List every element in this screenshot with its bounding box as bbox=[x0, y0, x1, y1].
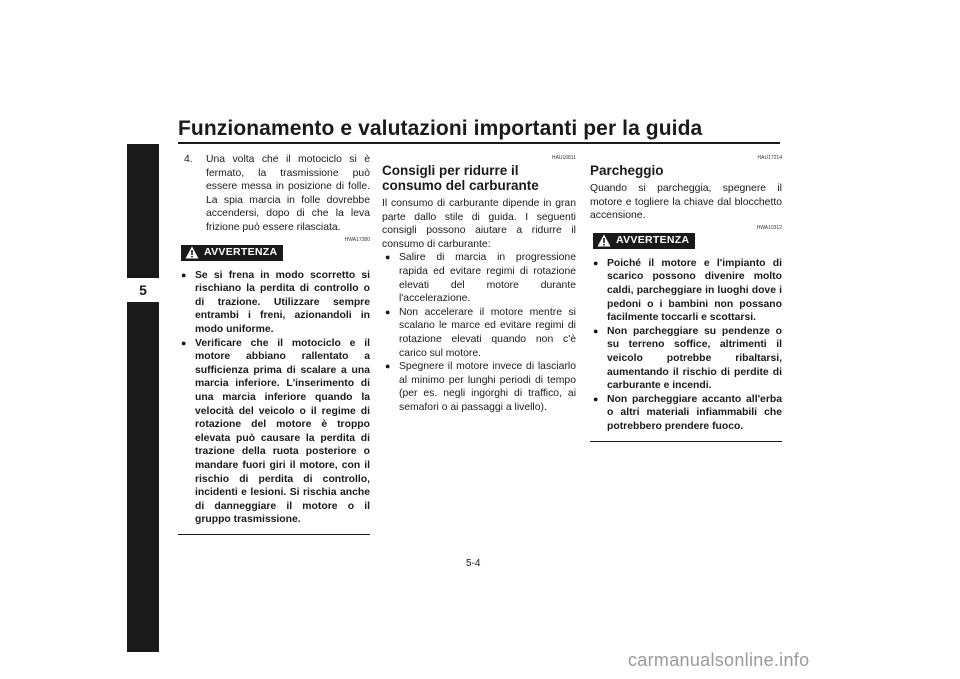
warning-list bbox=[178, 269, 370, 527]
warning-label-text: AVVERTENZA bbox=[616, 233, 690, 246]
warning-triangle-icon bbox=[597, 234, 611, 247]
column-1 bbox=[178, 153, 370, 535]
list-item: ● Non parcheggiare su pendenze o su terreno soffice, altrimenti il veicolo potrebbe ribaltarsi, aumentando il rischio di perdite di carburante e incendi. bbox=[590, 325, 782, 393]
warning-code: HWA17380 bbox=[344, 236, 370, 243]
section-end-rule bbox=[590, 441, 782, 442]
warning-label bbox=[181, 245, 283, 261]
column-3 bbox=[590, 153, 782, 442]
section-intro: Quando si parcheggia, spegnere il motore e togliere la chiave dal blocchetto accensione. bbox=[590, 183, 782, 222]
list-item: ● Poiché il motore e l'impianto di scarico possono divenire molto caldi, parcheggiare in luoghi dove i pedoni o i bambini non possano facilmente toccarli e scottarsi. bbox=[590, 257, 782, 325]
watermark: carmanualsonline.info bbox=[628, 650, 810, 670]
chapter-number: 5 bbox=[127, 278, 159, 302]
section-code: HAU17214 bbox=[757, 155, 782, 161]
bullet-dot-icon: ● bbox=[181, 269, 187, 280]
step-4 bbox=[178, 153, 370, 235]
page-title: Funzionamento e valutazioni importanti per la guida bbox=[178, 117, 703, 140]
step-text: Una volta che il motociclo si è fermato, la trasmissione può essere messa in posizione di folle. La spia marcia in folle dovrebbe accendersi, dopo di che la leva frizione può essere rilasciata. bbox=[206, 154, 370, 233]
list-item: ● Salire di marcia in progressione rapida ed evitare regimi di rotazione elevati del motore durante l'accelerazione. bbox=[382, 251, 576, 305]
bullet-dot-icon: ● bbox=[385, 306, 391, 317]
list-item: ● Non parcheggiare accanto all'erba o altri materiali infiammabili che potrebbero prendere fuoco. bbox=[590, 393, 782, 434]
bullet-dot-icon: ● bbox=[593, 257, 599, 268]
bullet-dot-icon: ● bbox=[593, 325, 599, 336]
list-item: ● Non accelerare il motore mentre si scalano le marce ed evitare regimi di rotazione elevati quando non c'è carico sul motore. bbox=[382, 306, 576, 360]
column-2 bbox=[382, 153, 576, 415]
bullet-dot-icon: ● bbox=[181, 337, 187, 348]
bullet-dot-icon: ● bbox=[593, 393, 599, 404]
warning-list bbox=[590, 257, 782, 434]
section-title: Consigli per ridurre il consumo del carburante bbox=[382, 163, 539, 193]
warning-label bbox=[593, 233, 695, 249]
section-end-rule bbox=[178, 534, 370, 535]
step-number: 4. bbox=[184, 154, 193, 165]
warning-triangle-icon bbox=[185, 246, 199, 259]
bullet-dot-icon: ● bbox=[385, 361, 391, 372]
section-title: Parcheggio bbox=[590, 163, 664, 178]
warning-code: HWA10312 bbox=[756, 224, 782, 231]
page-number: 5-4 bbox=[466, 558, 481, 569]
header-rule bbox=[178, 142, 780, 144]
tips-list bbox=[382, 251, 576, 414]
bullet-dot-icon: ● bbox=[385, 252, 391, 263]
warning-box bbox=[178, 245, 370, 535]
list-item: ● Spegnere il motore invece di lasciarlo al minimo per lunghi periodi di tempo (per es. negli ingorghi di traffico, ai semafori o ai passaggi a livello). bbox=[382, 360, 576, 414]
section-code: HAU16811 bbox=[551, 155, 576, 161]
list-item: ● Verificare che il motociclo e il motore abbiano rallentato a sufficienza prima di scalare a una marcia inferiore. L'inserimento di una marcia inferiore quando la velocità del veicolo o il regime di rotazione del motore è troppo elevata può causare la perdita di trazione della ruota posteriore o mandare fuori giri il motore, con il rischio di perdita di controllo, incidenti e lesioni. Si rischia anche di danneggiare il motore o il gruppo trasmissione. bbox=[178, 337, 370, 527]
list-item: ● Se si frena in modo scorretto si rischiano la perdita di controllo o di trazione. Utilizzare sempre entrambi i freni, azionandoli in modo uniforme. bbox=[178, 269, 370, 337]
warning-label-text: AVVERTENZA bbox=[204, 245, 278, 258]
chapter-tab bbox=[127, 144, 159, 652]
section-intro: Il consumo di carburante dipende in gran parte dallo stile di guida. I seguenti consigli possono aiutare a ridurre il consumo di carburante: bbox=[382, 198, 576, 250]
warning-box bbox=[590, 233, 782, 442]
